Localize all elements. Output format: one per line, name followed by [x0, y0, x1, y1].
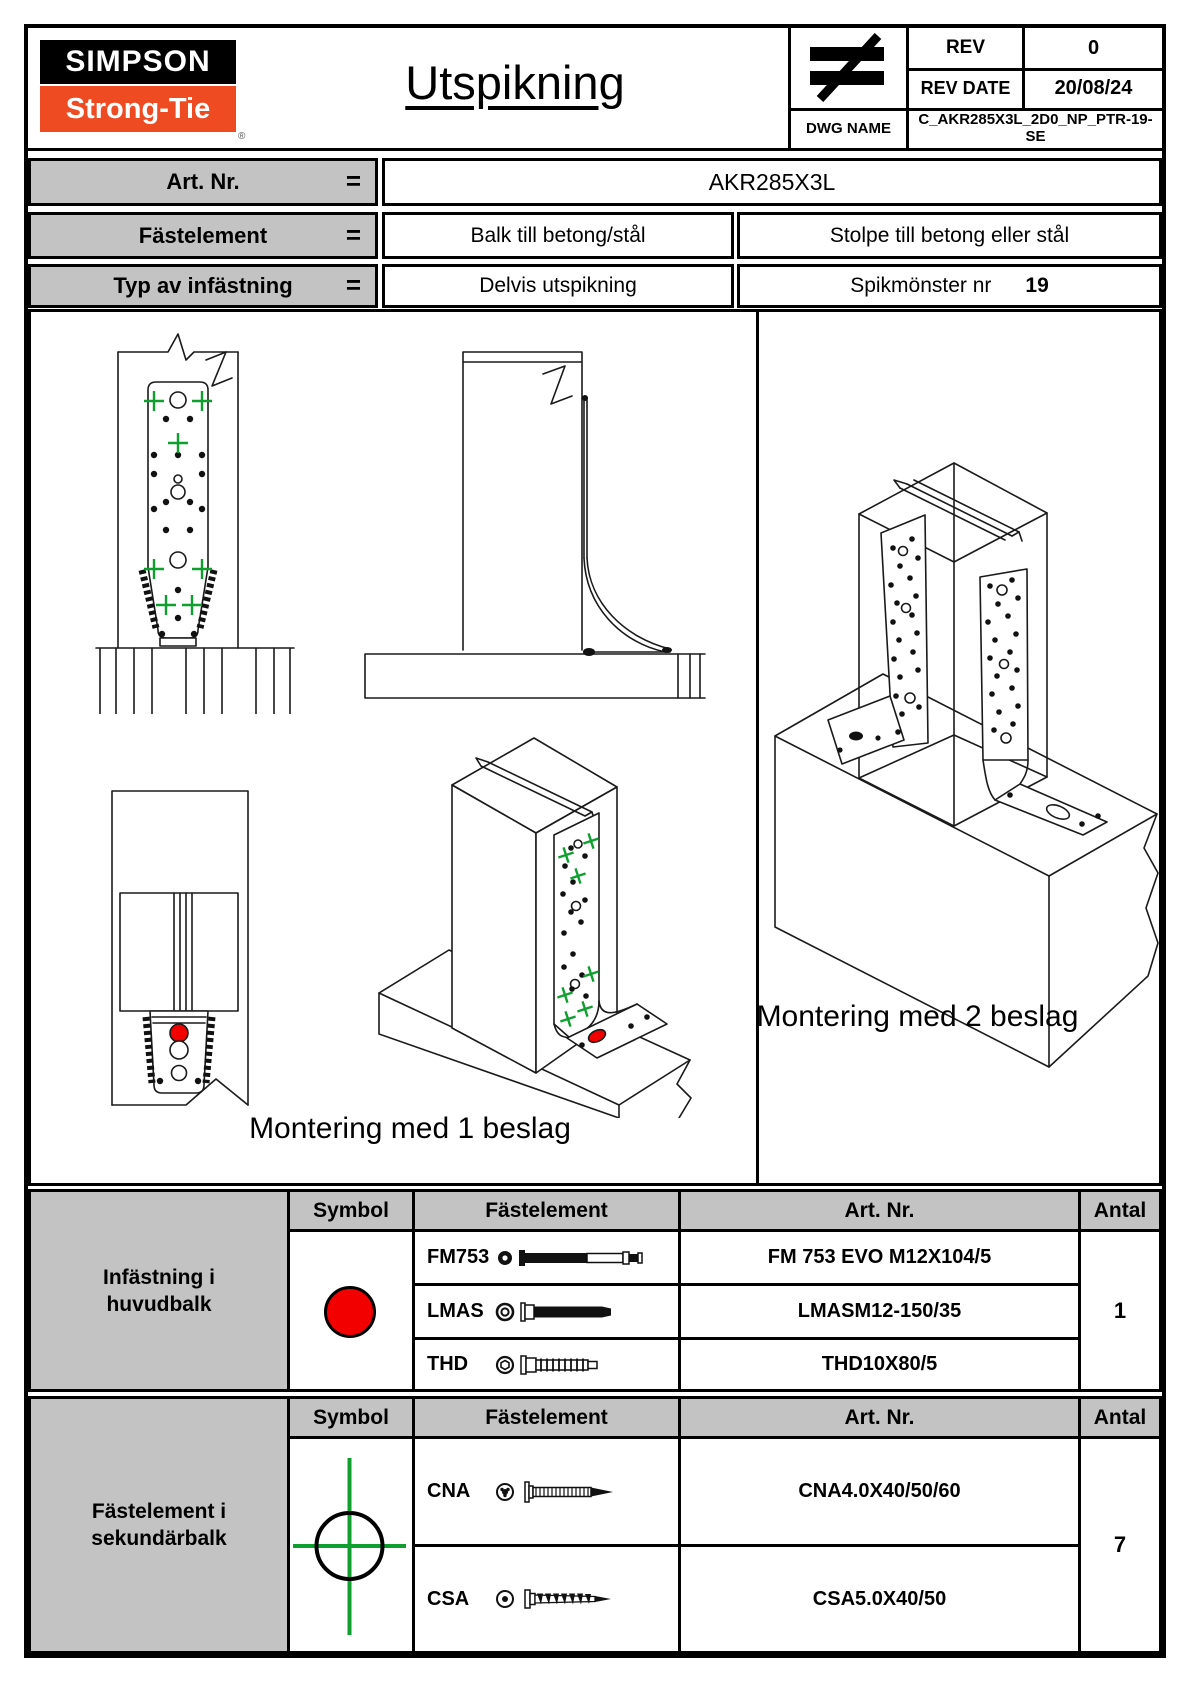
col-header-antal: Antal	[1093, 1198, 1147, 1222]
logo-simpson: SIMPSON	[40, 40, 236, 84]
equals-sign: =	[345, 165, 361, 196]
artnr-value: FM 753 EVO M12X104/5	[767, 1246, 992, 1268]
lmas-anchor-icon	[495, 1298, 665, 1326]
fastener-name: THD	[427, 1353, 469, 1375]
grid-line	[28, 148, 1162, 151]
group-label-line1: Fästelement i	[91, 1500, 227, 1523]
spikmonster-label: Spikmönster nr	[850, 274, 992, 297]
csa-screw-icon	[495, 1585, 670, 1613]
antal-value-main: 1	[1113, 1297, 1127, 1323]
fastener-value-right: Stolpe till betong eller stål	[737, 212, 1162, 259]
group-label-secondary-beam	[31, 1399, 287, 1651]
col-header-symbol: Symbol	[313, 1405, 389, 1429]
artnr-value: THD10X80/5	[821, 1353, 938, 1375]
artnr-value: LMASM12-150/35	[797, 1300, 962, 1322]
fastener-name: FM753	[427, 1246, 490, 1268]
fastener-row-lmas	[415, 1286, 678, 1337]
thd-screw-icon	[495, 1351, 665, 1379]
registered-mark: ®	[238, 131, 246, 142]
equals-sign: =	[345, 218, 361, 249]
fastener-row-cna	[415, 1439, 678, 1544]
dwg-name-label: DWG NAME	[806, 119, 891, 137]
fastener-label: Fästelement	[138, 222, 268, 248]
iso-two-brackets-drawing	[760, 308, 1160, 1186]
col-header-antal: Antal	[1093, 1405, 1147, 1429]
group-label-line2: huvudbalk	[106, 1292, 212, 1316]
bottom-view-drawing	[88, 733, 313, 1133]
fastener-label-cell	[28, 212, 378, 259]
col-header-fastener: Fästelement	[485, 1405, 608, 1429]
rev-value: 0	[1087, 36, 1100, 59]
fastener-value-left: Balk till betong/stål	[382, 212, 734, 259]
fastener-name: CNA	[427, 1480, 471, 1502]
rev-date-label: REV DATE	[920, 77, 1011, 98]
fastener-row-csa	[415, 1547, 678, 1651]
green-crosshair-symbol	[287, 1454, 412, 1639]
not-equal-icon	[800, 33, 896, 103]
rev-date-value: 20/08/24	[1054, 76, 1133, 99]
col-header-symbol: Symbol	[313, 1198, 389, 1222]
type-label-cell	[28, 264, 378, 308]
type-value-right	[737, 264, 1162, 308]
dwg-name-value: C_AKR285X3L_2D0_NP_PTR-19-SE	[918, 111, 1153, 145]
front-view-drawing	[90, 312, 300, 714]
logo-strongtie: Strong-Tie	[40, 86, 236, 132]
art-nr-value: AKR285X3L	[382, 158, 1162, 206]
col-header-fastener: Fästelement	[485, 1198, 608, 1222]
type-label: Typ av infästning	[113, 273, 293, 298]
caption-two-brackets: Montering med 2 beslag	[756, 1000, 1079, 1033]
art-nr-label: Art. Nr.	[166, 169, 240, 194]
red-dot-symbol	[324, 1286, 376, 1338]
type-value-left: Delvis utspikning	[382, 264, 734, 308]
group-label-line2: sekundärbalk	[91, 1527, 227, 1550]
fastener-name: LMAS	[427, 1300, 484, 1322]
group-label-line1: Infästning i	[103, 1265, 215, 1289]
fm753-bolt-icon	[495, 1244, 665, 1272]
antal-value-secondary: 7	[1113, 1532, 1127, 1557]
col-header-artnr: Art. Nr.	[844, 1198, 915, 1222]
fastener-name: CSA	[427, 1587, 470, 1610]
fastener-row-fm753	[415, 1232, 678, 1283]
fastener-row-thd	[415, 1340, 678, 1389]
col-header-artnr: Art. Nr.	[844, 1405, 915, 1429]
iso-one-bracket-drawing	[335, 686, 710, 1118]
caption-one-bracket: Montering med 1 beslag	[249, 1112, 571, 1145]
art-nr-label-cell	[28, 158, 378, 206]
side-view-drawing	[325, 308, 715, 700]
rev-label: REV	[945, 37, 986, 58]
artnr-value: CSA5.0X40/50	[812, 1587, 947, 1610]
group-label-main-beam	[31, 1192, 287, 1389]
equals-sign: =	[345, 269, 361, 300]
drawing-divider	[756, 309, 759, 1186]
artnr-value: CNA4.0X40/50/60	[798, 1480, 961, 1502]
spikmonster-number: 19	[1025, 274, 1049, 297]
cna-nail-icon	[495, 1478, 670, 1506]
page-title: Utspikning	[405, 55, 625, 109]
